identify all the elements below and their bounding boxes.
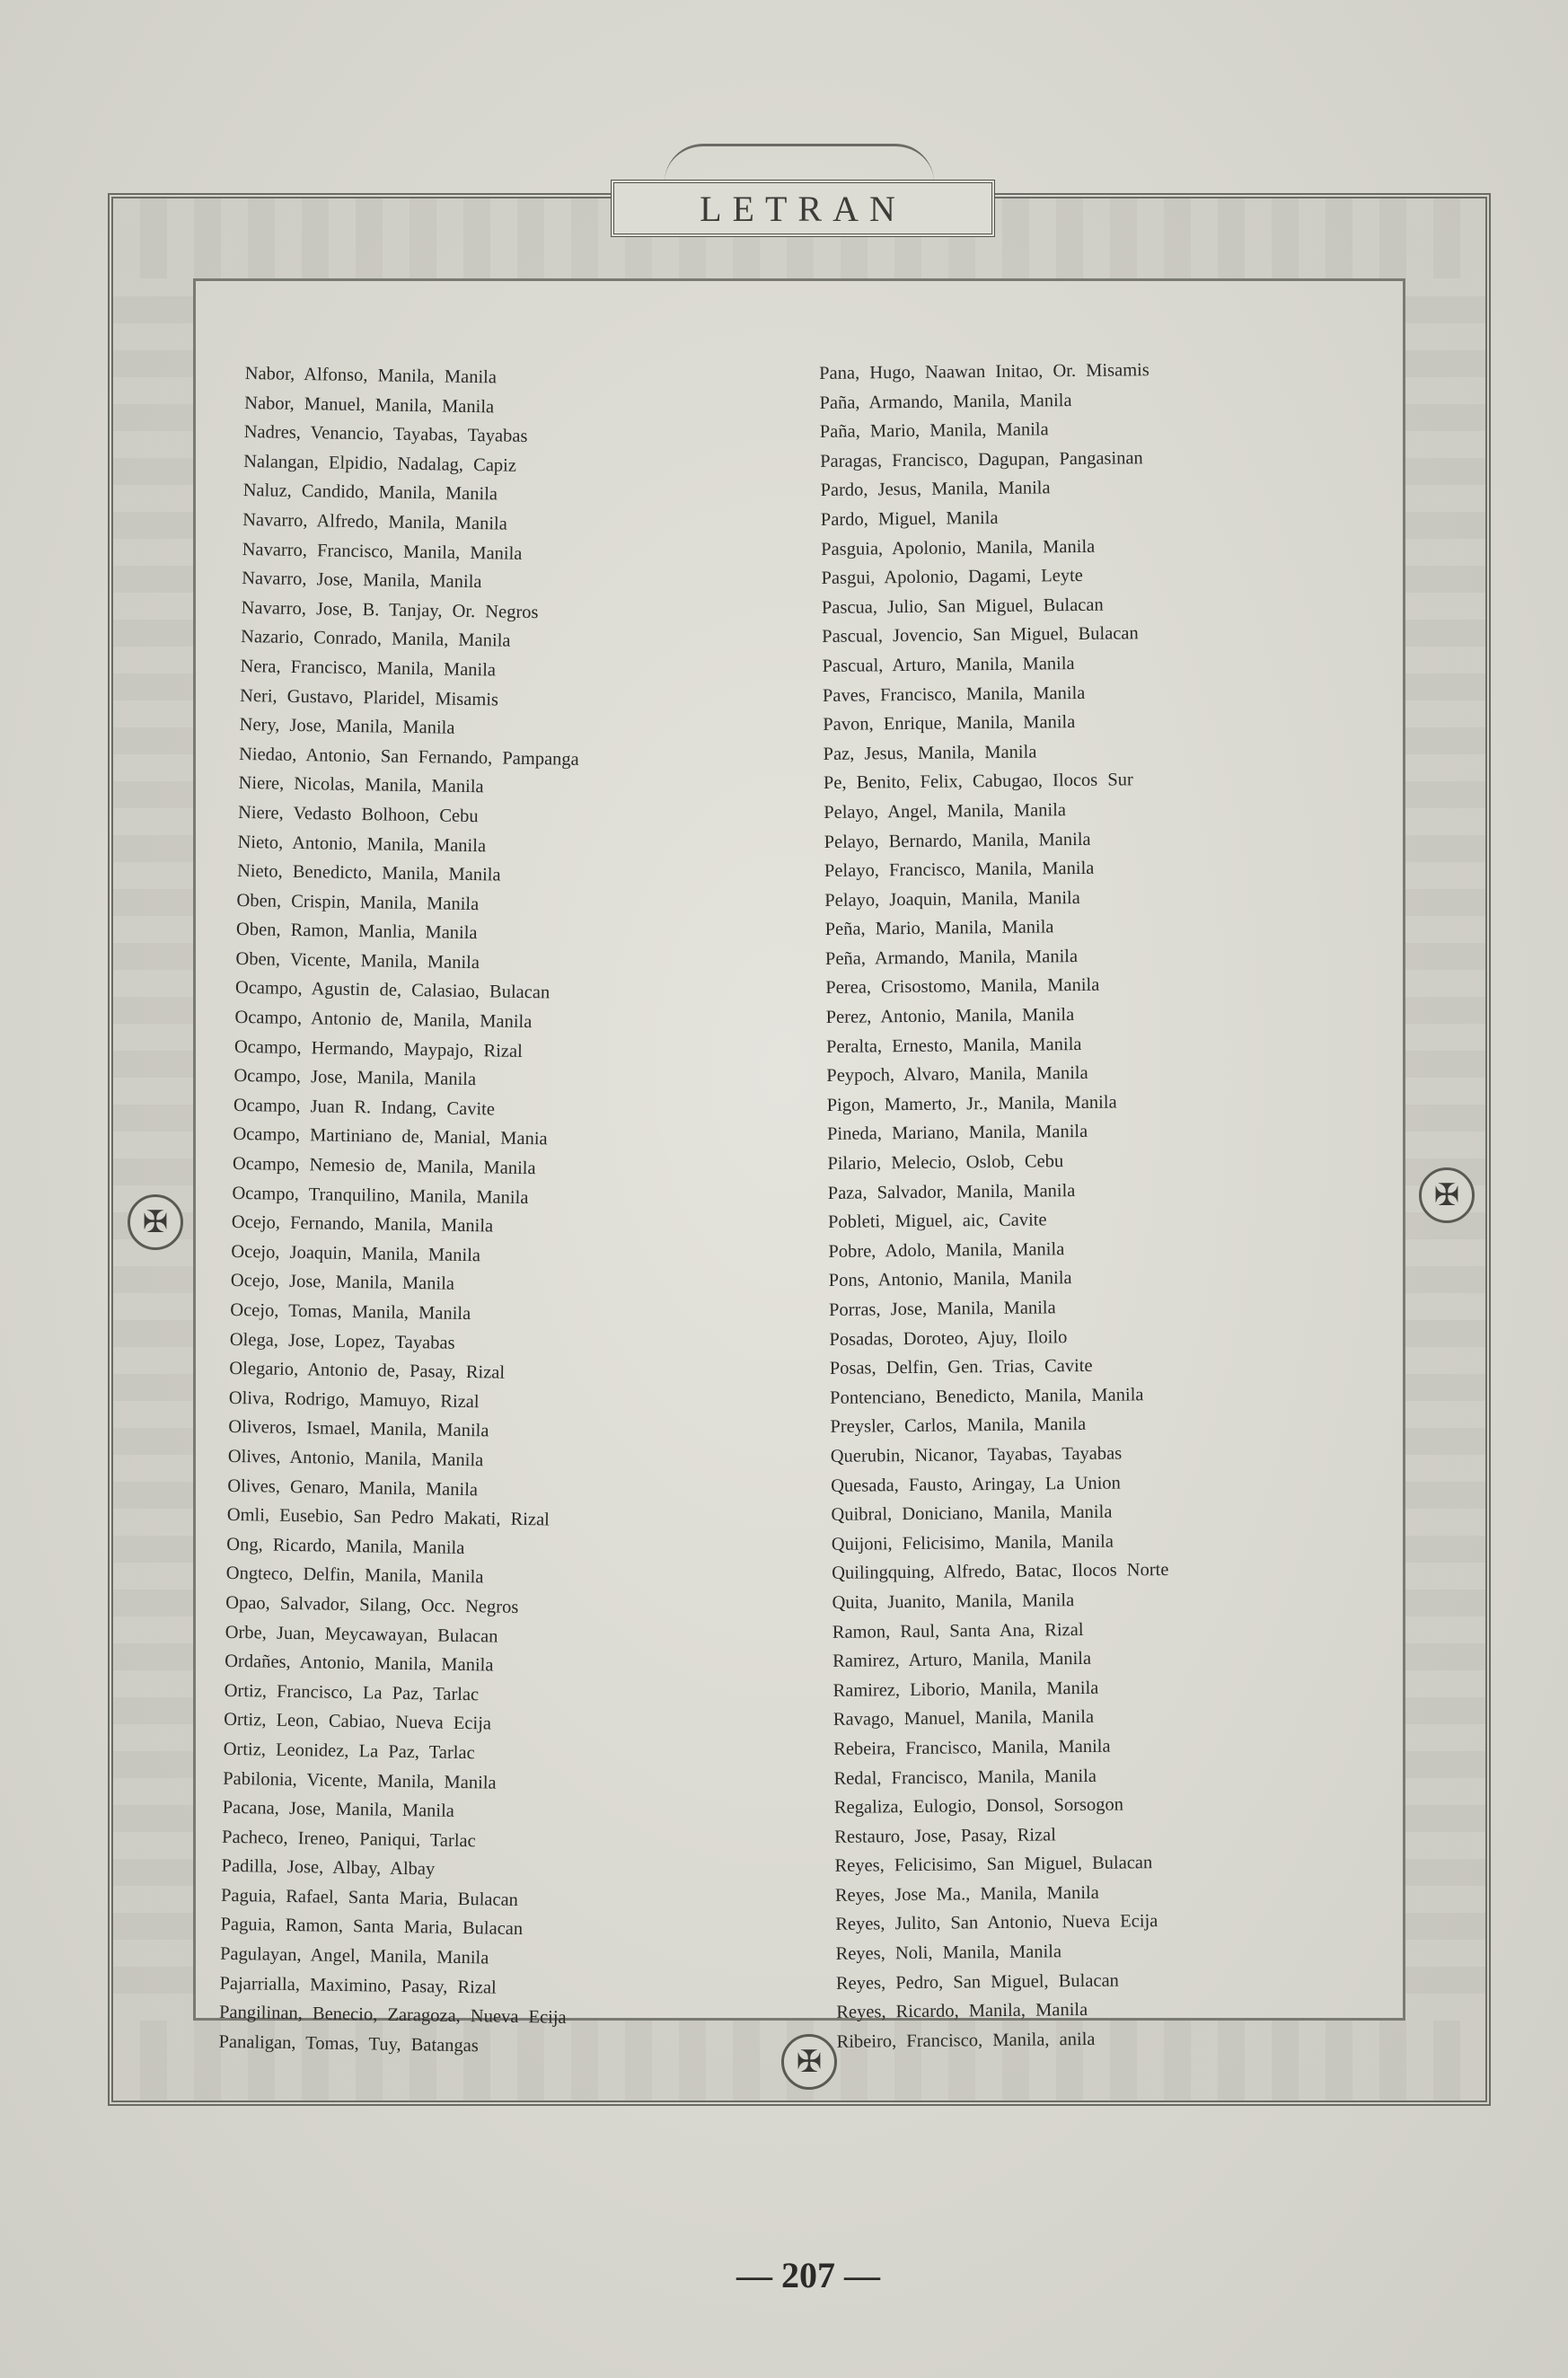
list-item: Pobre, Adolo, Manila, Manila: [828, 1239, 1065, 1262]
list-item: Pardo, Miguel, Manila: [820, 507, 999, 530]
list-item: Nabor, Manuel, Manila, Manila: [244, 392, 495, 417]
list-item: Nieto, Antonio, Manila, Manila: [237, 832, 487, 856]
list-item: Redal, Francisco, Manila, Manila: [833, 1766, 1097, 1789]
list-item: Pajarrialla, Maximino, Pasay, Rizal: [219, 1973, 497, 1998]
list-item: Restauro, Jose, Pasay, Rizal: [834, 1825, 1057, 1847]
list-item: Pascual, Arturo, Manila, Manila: [822, 653, 1075, 676]
list-item: Ocejo, Fernando, Manila, Manila: [231, 1212, 494, 1237]
list-item: Reyes, Jose Ma., Manila, Manila: [834, 1882, 1099, 1906]
list-item: Peypoch, Alvaro, Manila, Manila: [826, 1063, 1088, 1087]
list-item: Ocampo, Antonio de, Manila, Manila: [234, 1007, 533, 1033]
list-item: Niedao, Antonio, San Fernando, Pampanga: [238, 744, 579, 770]
name-list-left-column: [218, 359, 820, 2065]
list-item: Reyes, Julito, San Antonio, Nueva Ecija: [835, 1911, 1158, 1935]
list-item: Oliveros, Ismael, Manila, Manila: [228, 1417, 489, 1441]
list-item: Ortiz, Leonidez, La Paz, Tarlac: [223, 1739, 475, 1764]
list-item: Olega, Jose, Lopez, Tayabas: [229, 1329, 455, 1353]
list-item: Pacana, Jose, Manila, Manila: [222, 1797, 455, 1821]
list-item: Nery, Jose, Manila, Manila: [239, 715, 455, 738]
name-list-right-column: [819, 354, 1376, 2057]
list-item: Pavon, Enrique, Manila, Manila: [823, 712, 1076, 735]
list-item: Ravago, Manuel, Manila, Manila: [832, 1707, 1095, 1731]
page-title: LETRAN: [611, 180, 995, 237]
list-item: Oben, Ramon, Manlia, Manila: [235, 920, 478, 944]
list-item: Nazario, Conrado, Manila, Manila: [240, 627, 511, 652]
list-item: Ramon, Raul, Santa Ana, Rizal: [832, 1619, 1084, 1643]
list-item: Pigon, Mamerto, Jr., Manila, Manila: [826, 1092, 1117, 1115]
list-item: Pelayo, Joaquin, Manila, Manila: [824, 887, 1080, 911]
list-item: Ocampo, Tranquilino, Manila, Manila: [232, 1183, 529, 1208]
list-item: Pana, Hugo, Naawan Initao, Or. Misamis: [819, 360, 1150, 383]
list-item: Paguia, Rafael, Santa Maria, Bulacan: [220, 1885, 519, 1910]
list-item: Olives, Antonio, Manila, Manila: [227, 1446, 484, 1471]
list-item: Reyes, Noli, Manila, Manila: [835, 1942, 1062, 1964]
list-item: Pardo, Jesus, Manila, Manila: [820, 478, 1051, 501]
list-item: Pagulayan, Angel, Manila, Manila: [219, 1943, 489, 1968]
list-item: Porras, Jose, Manila, Manila: [828, 1298, 1056, 1320]
list-item: Pacheco, Ireneo, Paniqui, Tarlac: [221, 1827, 476, 1851]
list-item: Niere, Nicolas, Manila, Manila: [238, 773, 484, 797]
list-item: Ocejo, Tomas, Manila, Manila: [230, 1299, 471, 1325]
list-item: Opao, Salvador, Silang, Occ. Negros: [225, 1592, 519, 1617]
list-item: Quita, Juanito, Manila, Manila: [832, 1590, 1075, 1613]
list-item: Nabor, Alfonso, Manila, Manila: [244, 363, 498, 388]
list-item: Quesada, Fausto, Aringay, La Union: [831, 1473, 1121, 1496]
page-number: — 207 —: [736, 2255, 880, 2295]
list-item: Nalangan, Elpidio, Nadalag, Capiz: [243, 451, 517, 476]
list-item: Oben, Vicente, Manila, Manila: [235, 948, 480, 973]
list-item: Paves, Francisco, Manila, Manila: [822, 683, 1086, 706]
list-item: Paragas, Francisco, Dagupan, Pangasinan: [820, 448, 1143, 471]
list-item: Regaliza, Eulogio, Donsol, Sorsogon: [833, 1794, 1124, 1819]
list-item: Ocejo, Joaquin, Manila, Manila: [231, 1241, 481, 1266]
list-item: Paguia, Ramon, Santa Maria, Bulacan: [220, 1915, 524, 1940]
list-item: Pineda, Mariano, Manila, Manila: [826, 1122, 1088, 1145]
list-item: Posadas, Doroteo, Ajuy, Iloilo: [829, 1326, 1068, 1350]
list-item: Ordañes, Antonio, Manila, Manila: [225, 1651, 494, 1676]
list-item: Oben, Crispin, Manila, Manila: [236, 890, 480, 914]
list-item: Ong, Ricardo, Manila, Manila: [226, 1534, 465, 1558]
list-item: Pasguia, Apolonio, Manila, Manila: [821, 536, 1096, 559]
list-item: Pasgui, Apolonio, Dagami, Leyte: [821, 566, 1083, 589]
list-item: Pons, Antonio, Manila, Manila: [828, 1268, 1072, 1291]
list-item: Peña, Armando, Manila, Manila: [824, 946, 1079, 969]
list-item: Navarro, Jose, Manila, Manila: [241, 568, 482, 593]
list-item: Posas, Delfin, Gen. Trias, Cavite: [829, 1356, 1093, 1379]
list-item: Ramirez, Arturo, Manila, Manila: [832, 1649, 1092, 1672]
list-item: Ocejo, Jose, Manila, Manila: [230, 1271, 455, 1295]
list-item: Omli, Eusebio, San Pedro Makati, Rizal: [226, 1504, 551, 1530]
list-item: Pascua, Julio, San Miguel, Bulacan: [821, 594, 1104, 618]
list-item: Reyes, Pedro, San Miguel, Bulacan: [835, 1970, 1119, 1994]
list-item: Ribeiro, Francisco, Manila, anila: [836, 2029, 1096, 2052]
cross-medallion-icon: ✠: [781, 2034, 837, 2090]
list-item: Ortiz, Francisco, La Paz, Tarlac: [224, 1680, 480, 1704]
list-item: Quijoni, Felicisimo, Manila, Manila: [831, 1531, 1114, 1555]
cross-medallion-icon: ✠: [1419, 1167, 1475, 1223]
list-item: Nieto, Benedicto, Manila, Manila: [236, 861, 501, 885]
crest-ornament: [665, 144, 934, 182]
list-item: Peña, Mario, Manila, Manila: [824, 917, 1054, 940]
list-item: Pangilinan, Benecio, Zaragoza, Nueva Ecija: [218, 2003, 567, 2029]
list-item: Paz, Jesus, Manila, Manila: [823, 742, 1037, 764]
list-item: Paña, Armando, Manila, Manila: [819, 390, 1072, 413]
list-item: Nera, Francisco, Manila, Manila: [240, 656, 497, 681]
list-item: Ocampo, Agustin de, Calasiao, Bulacan: [234, 978, 551, 1003]
list-item: Panaligan, Tomas, Tuy, Batangas: [218, 2031, 480, 2057]
list-item: Perez, Antonio, Manila, Manila: [825, 1005, 1075, 1028]
list-item: Quibral, Doniciano, Manila, Manila: [831, 1502, 1113, 1526]
list-item: Navarro, Jose, B. Tanjay, Or. Negros: [241, 597, 539, 622]
list-item: Reyes, Ricardo, Manila, Manila: [836, 2000, 1088, 2023]
list-item: Navarro, Francisco, Manila, Manila: [242, 539, 523, 564]
list-item: Ortiz, Leon, Cabiao, Nueva Ecija: [224, 1710, 492, 1734]
list-item: Nadres, Venancio, Tayabas, Tayabas: [243, 422, 528, 447]
list-item: Ocampo, Nemesio de, Manila, Manila: [232, 1153, 536, 1179]
list-item: Naluz, Candido, Manila, Manila: [242, 480, 498, 505]
list-item: Quilingquing, Alfredo, Batac, Ilocos Norte: [832, 1560, 1169, 1584]
list-item: Neri, Gustavo, Plaridel, Misamis: [239, 685, 499, 710]
list-item: Ocampo, Hermando, Maypajo, Rizal: [233, 1036, 523, 1061]
list-item: Pelayo, Angel, Manila, Manila: [824, 800, 1067, 823]
list-item: Pilario, Melecio, Oslob, Cebu: [827, 1151, 1064, 1174]
list-item: Preysler, Carlos, Manila, Manila: [830, 1414, 1087, 1438]
cross-medallion-icon: ✠: [128, 1194, 183, 1250]
list-item: Olegario, Antonio de, Pasay, Rizal: [229, 1359, 506, 1383]
list-item: Paza, Salvador, Manila, Manila: [827, 1180, 1076, 1203]
list-item: Pabilonia, Vicente, Manila, Manila: [223, 1768, 497, 1793]
list-item: Pelayo, Bernardo, Manila, Manila: [824, 829, 1091, 852]
list-item: Pascual, Jovencio, San Miguel, Bulacan: [822, 623, 1139, 647]
list-item: Perea, Crisostomo, Manila, Manila: [825, 975, 1100, 999]
list-item: Pobleti, Miguel, aic, Cavite: [827, 1210, 1047, 1233]
list-item: Padilla, Jose, Albay, Albay: [221, 1856, 436, 1880]
list-item: Rebeira, Francisco, Manila, Manila: [833, 1736, 1111, 1759]
list-item: Ramirez, Liborio, Manila, Manila: [832, 1678, 1099, 1701]
list-item: Niere, Vedasto Bolhoon, Cebu: [237, 802, 479, 827]
list-item: Oliva, Rodrigo, Mamuyo, Rizal: [228, 1387, 480, 1413]
list-item: Ongteco, Delfin, Manila, Manila: [225, 1563, 484, 1588]
list-item: Reyes, Felicisimo, San Miguel, Bulacan: [834, 1853, 1153, 1877]
list-item: Navarro, Alfredo, Manila, Manila: [242, 509, 507, 534]
list-item: Pelayo, Francisco, Manila, Manila: [824, 858, 1095, 882]
list-item: Pe, Benito, Felix, Cabugao, Ilocos Sur: [823, 770, 1133, 794]
list-item: Querubin, Nicanor, Tayabas, Tayabas: [830, 1443, 1123, 1466]
list-item: Peralta, Ernesto, Manila, Manila: [825, 1034, 1082, 1057]
list-item: Ocampo, Jose, Manila, Manila: [233, 1066, 477, 1090]
list-item: Paña, Mario, Manila, Manila: [819, 419, 1049, 443]
list-item: Olives, Genaro, Manila, Manila: [227, 1475, 479, 1500]
list-item: Ocampo, Juan R. Indang, Cavite: [233, 1095, 496, 1120]
list-item: Pontenciano, Benedicto, Manila, Manila: [829, 1385, 1144, 1408]
list-item: Orbe, Juan, Meycawayan, Bulacan: [225, 1622, 498, 1647]
list-item: Ocampo, Martiniano de, Manial, Mania: [233, 1124, 548, 1149]
